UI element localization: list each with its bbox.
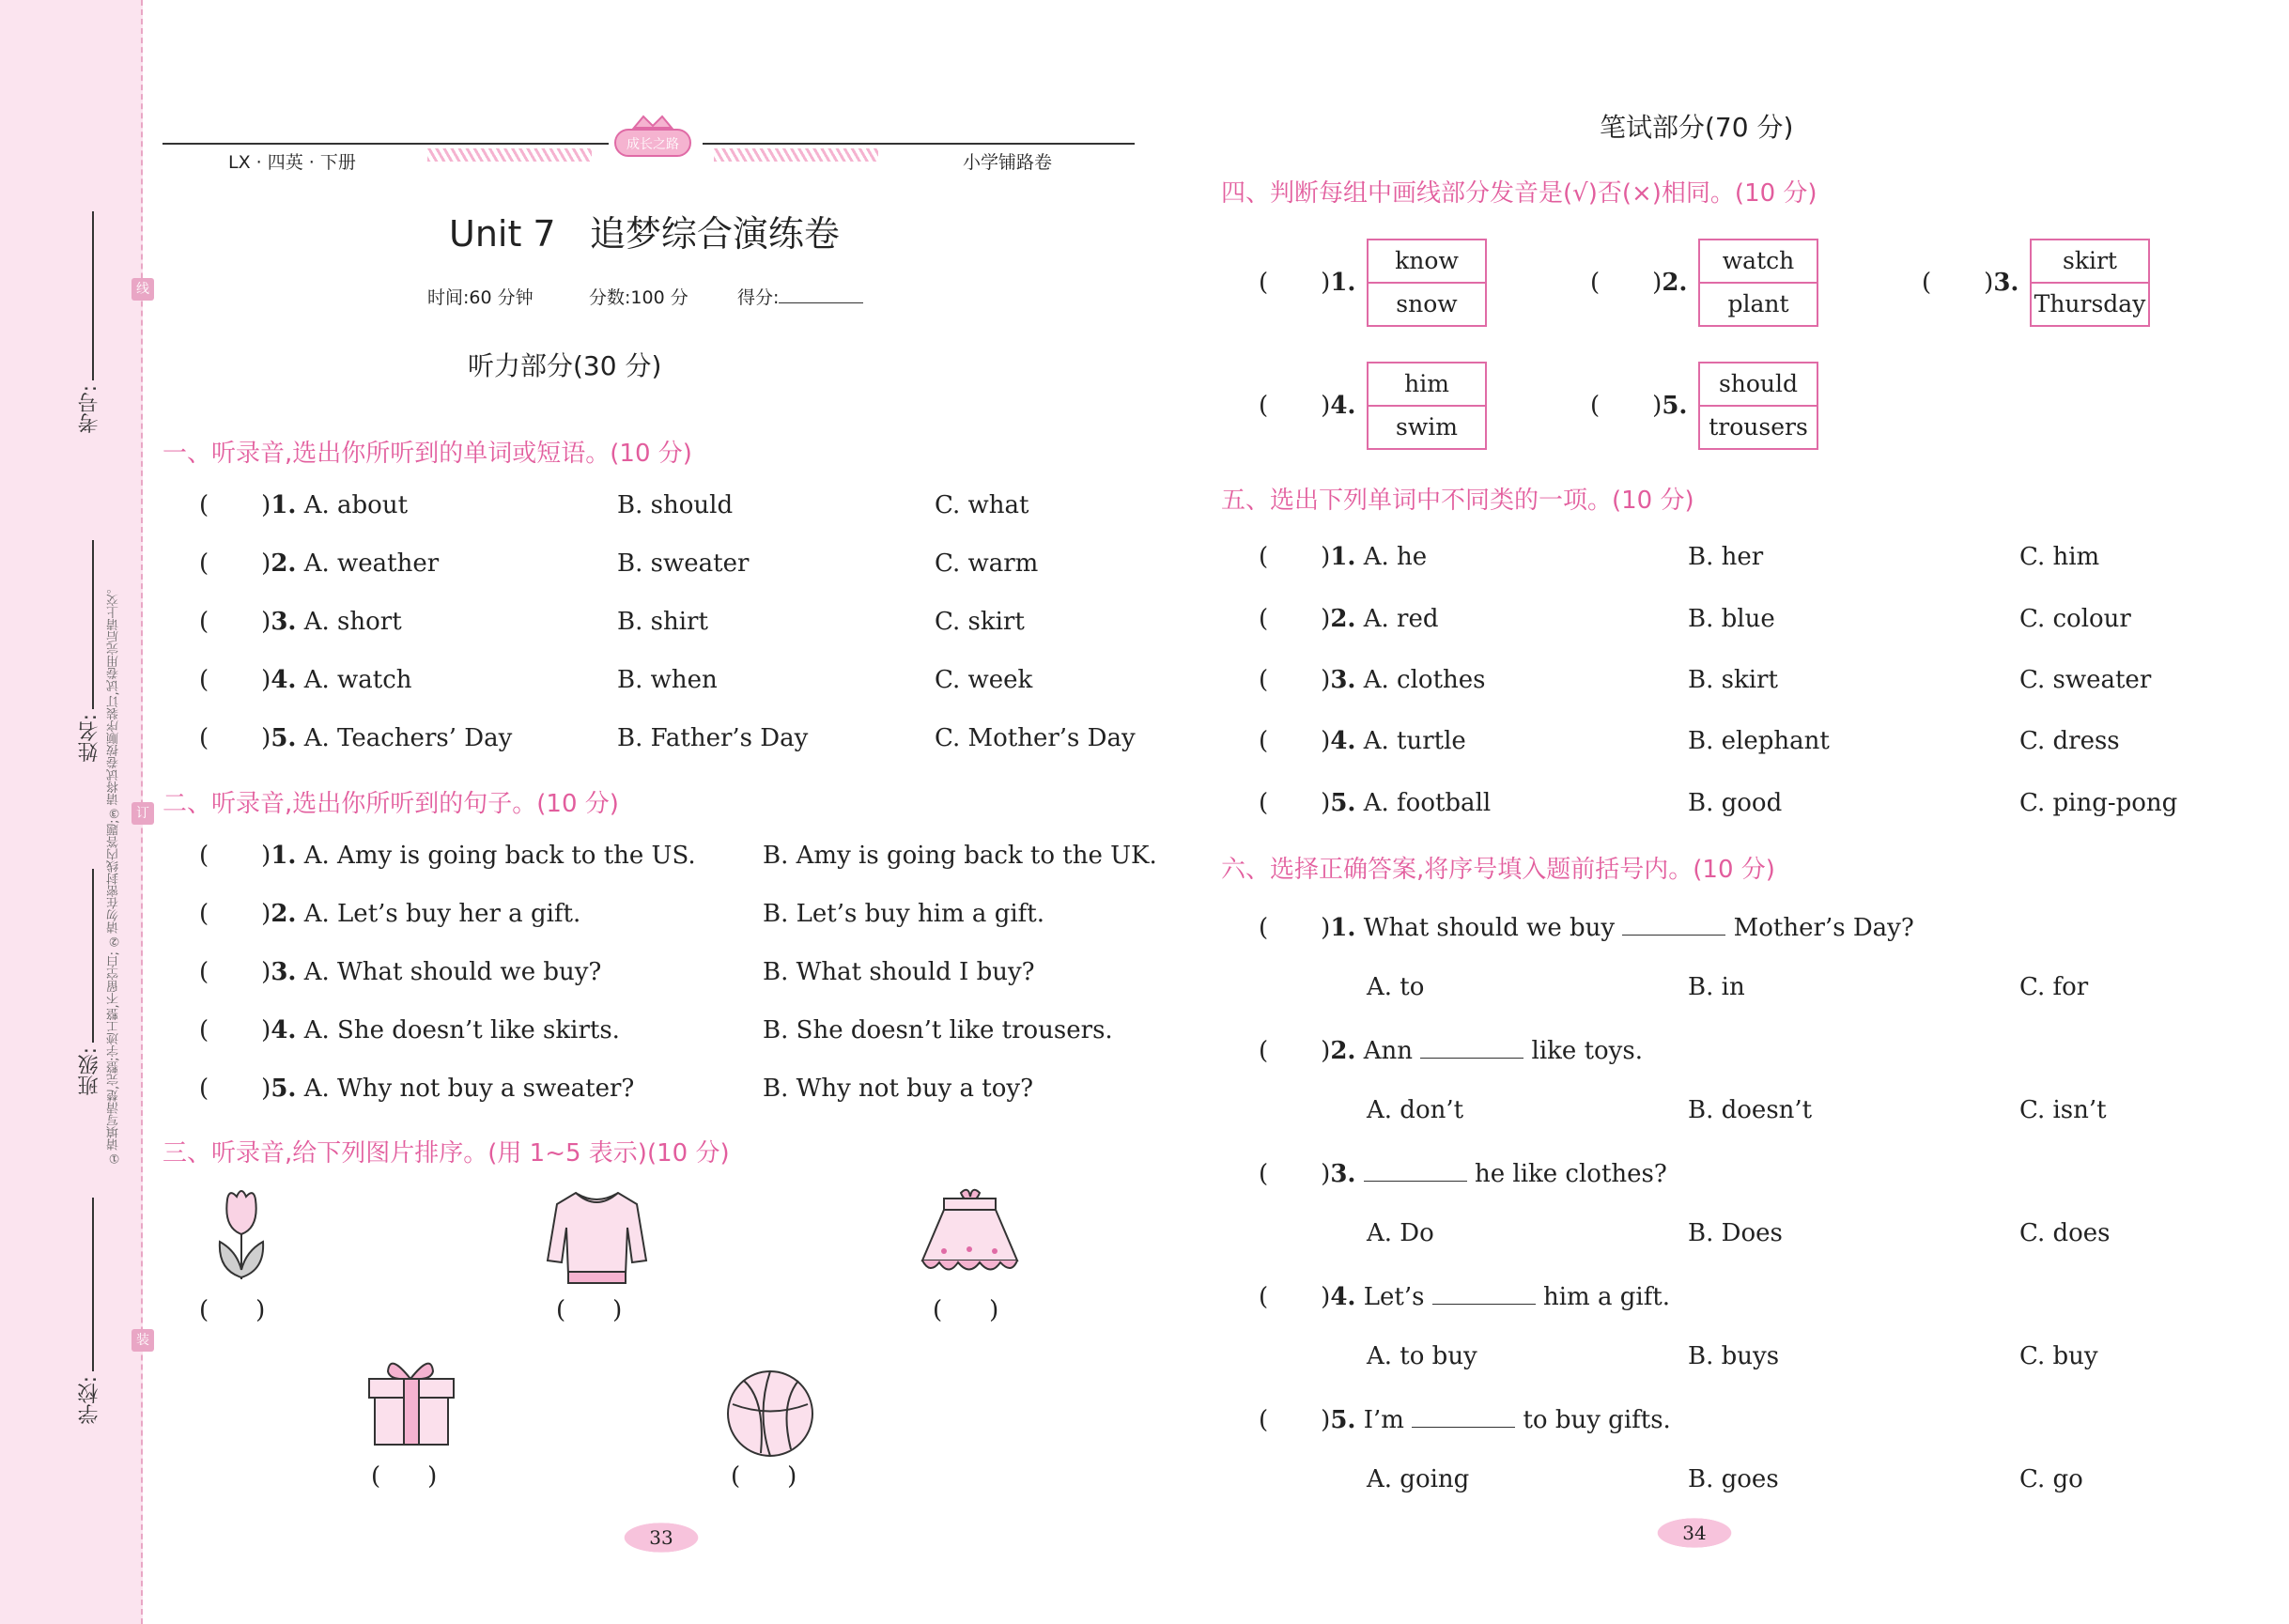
page-number-right: 34 [1647, 1514, 1741, 1552]
option-c: C. him [2019, 543, 2100, 571]
item-number: 5. [1330, 1406, 1356, 1434]
item-number: 5. [271, 724, 297, 752]
item-number: 2. [271, 549, 297, 578]
question-post: he like clothes? [1475, 1160, 1667, 1188]
option-b: B. Why not buy a toy? [763, 1075, 1034, 1103]
answer-paren-open: ( [1259, 666, 1269, 694]
section-5-heading: 五、选出下列单词中不同类的一项。(10 分) [1221, 487, 1694, 515]
option-b: B. Let’s buy him a gift. [763, 900, 1044, 928]
item-number: 4. [1330, 392, 1356, 420]
answer-paren-open: ( [199, 491, 209, 519]
answer-paren-close: ) [261, 491, 271, 519]
answer-blank[interactable] [1622, 912, 1725, 936]
paren-open: ( [933, 1296, 943, 1324]
question-post: like toys. [1531, 1037, 1643, 1065]
item-number: 4. [1330, 1283, 1356, 1311]
order-blank-3[interactable] [933, 1296, 998, 1324]
order-blank-4[interactable] [371, 1462, 437, 1491]
option-c: C. sweater [2019, 666, 2152, 694]
exam-notice: ①请填写清楚,完整;字迹工整,不留空白; ②请勿在密封线内答题;③请将试卷按顺序装订,试卷用完后请上交。 [107, 581, 121, 1165]
item-number: 1. [1330, 269, 1356, 297]
item-number: 2. [1330, 1037, 1356, 1065]
answer-paren-close: ) [1984, 269, 1994, 297]
score-blank [779, 284, 863, 303]
option-a: A. clothes [1363, 666, 1486, 694]
option-b: B. blue [1688, 605, 1775, 633]
answer-blank[interactable] [1364, 1158, 1467, 1182]
paren-close: ) [787, 1462, 797, 1491]
answer-paren-close: ) [1321, 605, 1331, 633]
answer-paren-close: ) [261, 842, 271, 870]
option-c: C. warm [935, 549, 1039, 578]
option-a: A. Amy is going back to the US. [303, 842, 696, 870]
answer-paren-open: ( [199, 842, 209, 870]
page-title: Unit 7 追梦综合演练卷 [449, 213, 840, 255]
option-a: A. football [1363, 789, 1492, 817]
option-a: A. Teachers’ Day [303, 724, 513, 752]
option-a: A. watch [303, 666, 412, 694]
list-item [199, 724, 512, 752]
item-number: 2. [1662, 269, 1688, 297]
option-a: A. What should we buy? [303, 958, 602, 986]
option-c: C. go [2019, 1465, 2083, 1493]
word-top: know [1369, 240, 1485, 284]
item-number: 3. [1330, 666, 1356, 694]
header-stripe-left [427, 148, 592, 162]
option-a: A. red [1363, 605, 1439, 633]
answer-paren-close: ) [261, 1016, 271, 1044]
class-line [92, 869, 94, 1043]
section-1-heading: 一、听录音,选出你所听到的单词或短语。(10 分) [162, 440, 692, 468]
order-blank-2[interactable] [556, 1296, 622, 1324]
question-pre: Let’s [1363, 1283, 1425, 1311]
answer-paren-close: ) [1321, 914, 1331, 942]
header-stripe-right [714, 148, 878, 162]
paren-close: ) [255, 1296, 266, 1324]
paren-open: ( [731, 1462, 741, 1491]
answer-paren-close: ) [261, 900, 271, 928]
item-number: 3. [1993, 269, 2019, 297]
list-item [1922, 269, 2018, 297]
list-item [1259, 1281, 1670, 1311]
answer-paren-open: ( [199, 724, 209, 752]
item-number: 1. [1330, 543, 1356, 571]
option-b: B. buys [1688, 1342, 1780, 1370]
list-item [1259, 666, 1486, 694]
answer-paren-close: ) [1321, 1283, 1331, 1311]
list-item [1259, 1158, 1667, 1188]
item-number: 4. [271, 666, 297, 694]
word-pair-box [1367, 362, 1487, 450]
list-item [199, 608, 402, 636]
option-b: B. her [1688, 543, 1764, 571]
header-series: 小学铺路卷 [963, 152, 1053, 173]
answer-paren-open: ( [199, 666, 209, 694]
skirt-icon [906, 1185, 1033, 1292]
answer-paren-close: ) [1321, 1406, 1331, 1434]
question-post: him a gift. [1542, 1283, 1671, 1311]
answer-paren-open: ( [1259, 392, 1269, 420]
option-b: B. Father’s Day [617, 724, 809, 752]
list-item [199, 666, 412, 694]
label-school: 学校: [78, 1376, 101, 1425]
answer-blank[interactable] [1432, 1281, 1536, 1305]
answer-paren-open: ( [199, 549, 209, 578]
answer-paren-open: ( [199, 1016, 209, 1044]
word-top: watch [1700, 240, 1817, 284]
list-item [199, 842, 696, 870]
option-a: A. about [303, 491, 409, 519]
answer-paren-close: ) [1321, 727, 1331, 755]
time-limit: 时间:60 分钟 [427, 287, 534, 308]
answer-paren-close: ) [261, 666, 271, 694]
option-c: C. colour [2019, 605, 2131, 633]
label-class: 班级: [78, 1047, 101, 1096]
item-number: 5. [271, 1075, 297, 1103]
paren-open: ( [556, 1296, 566, 1324]
header-book-info: LX · 四英 · 下册 [228, 152, 356, 173]
seal-line: 线 [131, 278, 154, 301]
order-blank-5[interactable] [731, 1462, 797, 1491]
option-b: B. Does [1688, 1219, 1783, 1247]
seal-bind: 订 [131, 802, 154, 825]
question-pre: I’m [1363, 1406, 1404, 1434]
option-a: A. weather [303, 549, 440, 578]
answer-paren-open: ( [1259, 1283, 1269, 1311]
list-item [199, 1016, 620, 1044]
option-b: B. elephant [1688, 727, 1830, 755]
item-number: 3. [1330, 1160, 1356, 1188]
list-item [199, 900, 580, 928]
paren-close: ) [427, 1462, 438, 1491]
question-post: to buy gifts. [1523, 1406, 1671, 1434]
answer-paren-close: ) [261, 724, 271, 752]
option-a: A. to [1367, 973, 1425, 1001]
option-b: B. sweater [617, 549, 750, 578]
list-item [1259, 605, 1439, 633]
option-a: A. Why not buy a sweater? [303, 1075, 635, 1103]
question-pre: What should we buy [1363, 914, 1616, 942]
option-b: B. What should I buy? [763, 958, 1035, 986]
header-rule-right [703, 143, 1135, 145]
item-number: 2. [1330, 605, 1356, 633]
option-b: B. doesn’t [1688, 1096, 1813, 1124]
option-a: A. turtle [1363, 727, 1466, 755]
logo-text: 成长之路 [626, 137, 679, 152]
option-c: C. for [2019, 973, 2089, 1001]
header-rule-left [162, 143, 609, 145]
seal-pack: 装 [131, 1329, 154, 1352]
option-a: A. going [1367, 1465, 1470, 1493]
list-item [1590, 269, 1687, 297]
option-b: B. shirt [617, 608, 708, 636]
list-item [199, 549, 439, 578]
option-c: C. ping-pong [2019, 789, 2178, 817]
section-4-heading: 四、判断每组中画线部分发音是(√)否(×)相同。(10 分) [1221, 179, 1817, 208]
option-a: A. don’t [1367, 1096, 1464, 1124]
word-pair-box [1698, 362, 1818, 450]
answer-paren-open: ( [1922, 269, 1932, 297]
list-item [1590, 392, 1687, 420]
sweater-icon [543, 1185, 651, 1292]
list-item [1259, 392, 1355, 420]
list-item [199, 1075, 634, 1103]
answer-paren-close: ) [1321, 789, 1331, 817]
answer-paren-open: ( [1259, 269, 1269, 297]
word-bottom: Thursday [2034, 290, 2146, 317]
answer-paren-close: ) [1652, 269, 1663, 297]
page-number-left: 33 [614, 1519, 708, 1556]
option-b: B. skirt [1688, 666, 1778, 694]
answer-paren-open: ( [1259, 789, 1269, 817]
answer-paren-close: ) [1321, 543, 1331, 571]
gift-box-icon [362, 1353, 460, 1455]
item-number: 4. [271, 1016, 297, 1044]
option-c: C. dress [2019, 727, 2120, 755]
answer-paren-close: ) [261, 1075, 271, 1103]
word-bottom: swim [1396, 413, 1458, 441]
list-item [1259, 269, 1355, 297]
section-6-heading: 六、选择正确答案,将序号填入题前括号内。(10 分) [1221, 856, 1775, 884]
word-pair-box [2030, 239, 2150, 327]
answer-paren-open: ( [199, 608, 209, 636]
option-c: C. buy [2019, 1342, 2098, 1370]
exam-number-line [92, 211, 94, 380]
total-score: 分数:100 分 [589, 287, 688, 308]
option-c: C. week [935, 666, 1033, 694]
answer-paren-open: ( [1259, 1037, 1269, 1065]
option-b: B. She doesn’t like trousers. [763, 1016, 1113, 1044]
item-number: 3. [271, 608, 297, 636]
item-number: 3. [271, 958, 297, 986]
option-c: C. does [2019, 1219, 2111, 1247]
option-b: B. Amy is going back to the UK. [763, 842, 1157, 870]
answer-paren-close: ) [261, 958, 271, 986]
item-number: 5. [1330, 789, 1356, 817]
list-item [1259, 1035, 1643, 1065]
answer-paren-close: ) [1321, 269, 1331, 297]
list-item [1259, 1404, 1671, 1434]
option-c: C. isn’t [2019, 1096, 2107, 1124]
list-item [1259, 727, 1466, 755]
listening-heading: 听力部分(30 分) [468, 350, 662, 381]
item-number: 2. [271, 900, 297, 928]
word-pair-box [1367, 239, 1487, 327]
answer-blank[interactable] [1420, 1035, 1523, 1059]
item-number: 5. [1662, 392, 1688, 420]
paren-open: ( [371, 1462, 381, 1491]
tulip-icon [209, 1185, 274, 1292]
list-item [1259, 912, 1914, 942]
school-line [92, 1198, 94, 1371]
word-bottom: trousers [1709, 413, 1808, 441]
header-logo [601, 111, 704, 167]
option-b: B. goes [1688, 1465, 1779, 1493]
option-a: A. to buy [1367, 1342, 1477, 1370]
answer-paren-open: ( [1259, 605, 1269, 633]
label-name: 姓名: [78, 714, 101, 763]
section-3-heading: 三、听录音,给下列图片排序。(用 1~5 表示)(10 分) [162, 1139, 730, 1168]
paren-open: ( [199, 1296, 209, 1324]
option-a: A. short [303, 608, 402, 636]
list-item [1259, 543, 1427, 571]
answer-paren-open: ( [1259, 543, 1269, 571]
item-number: 4. [1330, 727, 1356, 755]
word-top: him [1369, 363, 1485, 407]
option-a: A. She doesn’t like skirts. [303, 1016, 620, 1044]
section-2-heading: 二、听录音,选出你所听到的句子。(10 分) [162, 790, 619, 818]
score-got-label: 得分: [737, 287, 780, 308]
answer-paren-close: ) [1321, 666, 1331, 694]
answer-paren-close: ) [1321, 1160, 1331, 1188]
option-a: A. Do [1367, 1219, 1434, 1247]
item-number: 1. [271, 842, 297, 870]
word-top: should [1700, 363, 1817, 407]
answer-paren-close: ) [1321, 392, 1331, 420]
answer-paren-open: ( [199, 900, 209, 928]
label-exam-number: 考号: [78, 385, 101, 434]
answer-paren-open: ( [1590, 392, 1601, 420]
order-blank-1[interactable] [199, 1296, 265, 1324]
answer-paren-close: ) [261, 608, 271, 636]
word-pair-box [1698, 239, 1818, 327]
name-line [92, 540, 94, 709]
ball-icon [723, 1367, 817, 1464]
option-c: C. Mother’s Day [935, 724, 1136, 752]
item-number: 1. [1330, 914, 1356, 942]
option-a: A. Let’s buy her a gift. [303, 900, 581, 928]
option-b: B. in [1688, 973, 1745, 1001]
word-bottom: plant [1727, 290, 1789, 317]
answer-paren-open: ( [1259, 1160, 1269, 1188]
answer-paren-open: ( [1259, 727, 1269, 755]
option-b: B. when [617, 666, 718, 694]
score-got [737, 284, 863, 309]
answer-paren-open: ( [1259, 1406, 1269, 1434]
written-heading: 笔试部分(70 分) [1600, 112, 1794, 143]
answer-paren-close: ) [1321, 1037, 1331, 1065]
option-b: B. good [1688, 789, 1783, 817]
answer-paren-open: ( [1259, 914, 1269, 942]
paren-close: ) [989, 1296, 999, 1324]
list-item [199, 491, 408, 519]
question-post: Mother’s Day? [1733, 914, 1914, 942]
answer-paren-open: ( [199, 1075, 209, 1103]
word-bottom: snow [1396, 290, 1458, 317]
list-item [199, 958, 601, 986]
answer-paren-open: ( [1590, 269, 1601, 297]
option-c: C. skirt [935, 608, 1025, 636]
option-a: A. he [1363, 543, 1428, 571]
paren-close: ) [612, 1296, 623, 1324]
item-number: 1. [271, 491, 297, 519]
answer-paren-close: ) [1652, 392, 1663, 420]
list-item [1259, 789, 1491, 817]
question-pre: Ann [1363, 1037, 1414, 1065]
word-top: skirt [2032, 240, 2148, 284]
answer-blank[interactable] [1412, 1404, 1515, 1428]
option-b: B. should [617, 491, 734, 519]
answer-paren-close: ) [261, 549, 271, 578]
option-c: C. what [935, 491, 1029, 519]
answer-paren-open: ( [199, 958, 209, 986]
